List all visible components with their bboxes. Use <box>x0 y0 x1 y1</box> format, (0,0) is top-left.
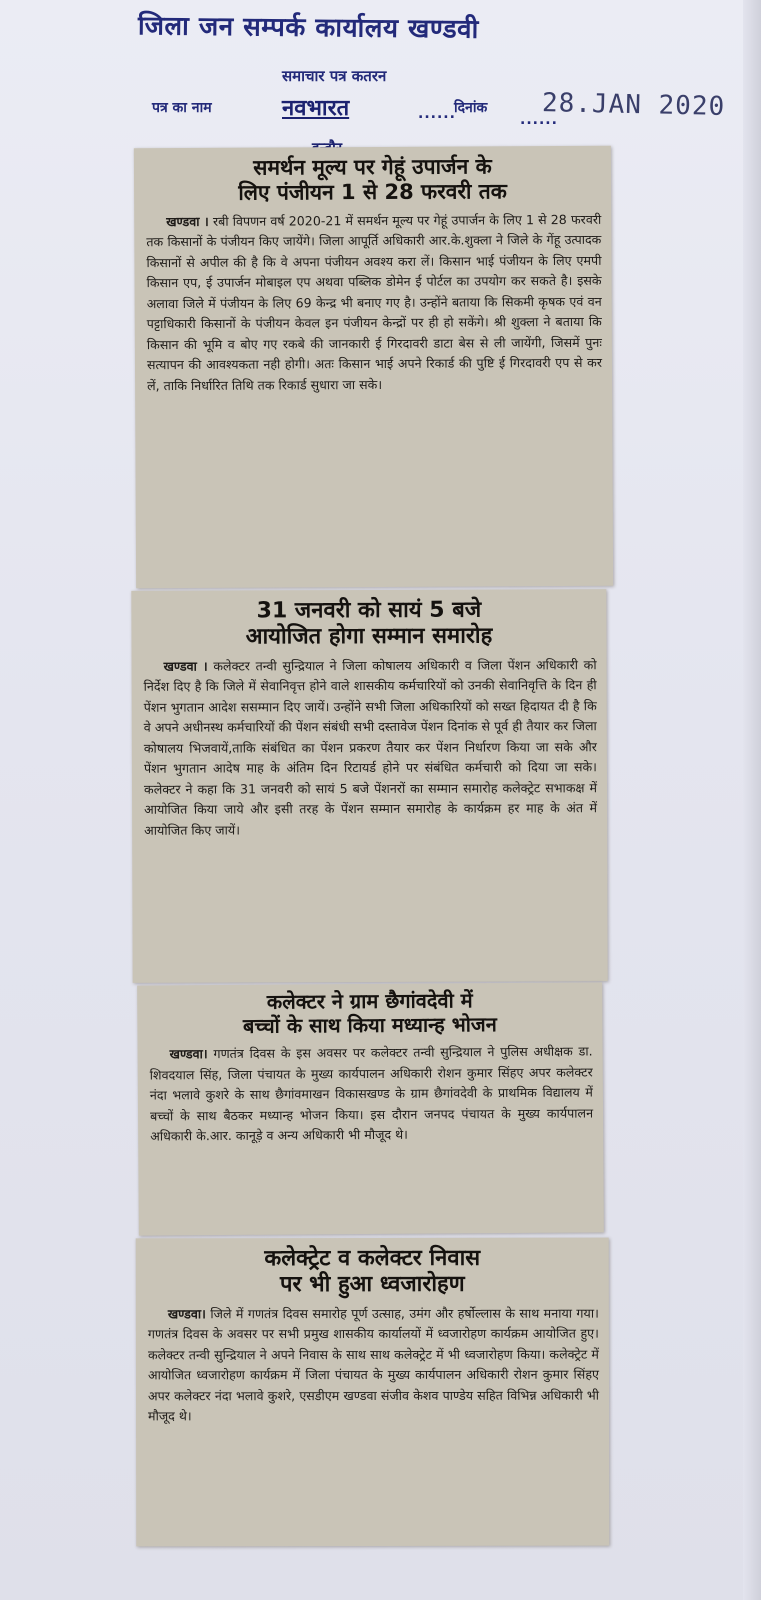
dateline: खण्डवा । <box>166 213 209 229</box>
sheet-edge <box>743 0 761 1600</box>
headline-line: बच्चों के साथ किया मध्यान्ह भोजन <box>242 1011 497 1038</box>
article-body <box>134 203 612 396</box>
dotted-leader: ...... <box>520 112 558 128</box>
headline <box>136 1238 609 1299</box>
stamp-subtitle: समाचार पत्र कतरन <box>282 67 387 85</box>
dateline: खण्डवा। <box>169 1046 208 1062</box>
dateline: खण्डवा । <box>163 658 208 674</box>
headline <box>137 982 602 1038</box>
paper-name-label: पत्र का नाम <box>152 100 212 116</box>
news-clipping <box>137 982 604 1235</box>
article-text: गणतंत्र दिवस के इस अवसर पर कलेक्टर तन्वी सुन्द्रियाल ने पुलिस अधीक्षक डा. शिवदयाल सिंह, जिला पंचायत के मुख्य कार्यपालन अधिकारी रोशन कुमार सिंहए अपर कलेक्टर नंदा भलावे कुशरे के साथ छैगांवमाखन विकासखण्ड के ग्राम छैगांवदेवी के प्राथमिक विद्यालय में बच्चों के साथ बैठकर मध्यान्ह भोजन किया। इस दौरान जनपद पंचायत के मुख्य कार्यपालन अधिकारी के.आर. कानूड़े व अन्य अधिकारी भी मौजूद थे। <box>149 1043 594 1144</box>
news-clipping <box>134 146 613 588</box>
headline-line: पर भी हुआ ध्वजारोहण <box>279 1271 465 1298</box>
headline-line: आयोजित होगा सम्मान समारोह <box>245 623 493 650</box>
dateline: खण्डवा। <box>167 1306 206 1322</box>
date-stamp: 28.JAN 2020 <box>541 88 726 122</box>
article-body <box>132 649 608 841</box>
headline <box>134 146 611 206</box>
news-clipping <box>131 589 607 983</box>
news-clipping <box>136 1238 610 1547</box>
date-label: दिनांक <box>454 100 488 116</box>
headline-line: 31 जनवरी को सायं 5 बजे <box>256 597 482 624</box>
headline-line: कलेक्टर ने ग्राम छैगांवदेवी में <box>266 988 473 1014</box>
paper-name-value: नवभारत <box>282 96 350 121</box>
office-stamp-title: जिला जन सम्पर्क कार्यालय खण्डवी <box>137 11 480 45</box>
article-text: जिले में गणतंत्र दिवस समारोह पूर्ण उत्साह, उमंग और हर्षोल्लास के साथ मनाया गया। गणतंत्र दिवस के अवसर पर सभी प्रमुख शासकीय कार्यालयों में ध्वजारोहण कार्यक्रम आयोजित हुए। कलेक्टर तन्वी सुन्द्रियाल ने अपने निवास के साथ साथ कलेक्ट्रेट में भी ध्वजारोहण किया। कलेक्ट्रेट में आयोजित ध्वजारोहण कार्यक्रम में जिला पंचायत के मुख्य कार्यपालन अधिकारी रोशन कुमार सिंहए अपर कलेक्टर नंदा भलावे कुशरे, एसडीएम खण्डवा संजीव केशव पाण्डेय सहित विभिन्न अधिकारी भी मौजूद थे। <box>147 1305 600 1424</box>
article-body <box>136 1297 609 1427</box>
headline <box>131 589 606 651</box>
headline-line: कलेक्ट्रेट व कलेक्टर निवास <box>264 1245 481 1272</box>
article-text: रबी विपणन वर्ष 2020-21 में समर्थन मूल्य पर गेहूं उपार्जन के लिए 1 से 28 फरवरी तक किसानों के पंजीयन किए जायेंगे। जिला आपूर्ति अधिकारी आर.के.शुक्ला ने जिले के गेंहू उत्पादक किसानों से अपील की है कि वे अपना पंजीयन अवश्य करा लें। किसान भाई पंजीयन के लिए एमपी किसान एप, ई उपार्जन मोबाइल एप अथवा पब्लिक डोमेन ई पोर्टल का उपयोग कर सकते है। इसके अलावा जिले में पंजीयन के लिए 69 केन्द्र भी बनाए गए है। उन्होंने बताया कि सिकमी कृषक एवं वन पट्टाधिकारी किसानों के पंजीयन केवल इन पंजीयन केन्द्रों पर ही हो सकेंगे। श्री शुक्ला ने बताया कि किसान की भूमि व बोए गए रकबे की जानकारी ई गिरदावरी डाटा बेस से ली जायेंगी, जिसमें पुनः सत्यापन की आवश्यकता नही होगी। अतः किसान भाई अपने रिकार्ड की पुष्टि ई गिरदावरी एप से कर लें, ताकि निर्धारित तिथि तक रिकार्ड सुधारा जा सके। <box>146 211 603 393</box>
headline-line: लिए पंजीयन 1 से 28 फरवरी तक <box>238 179 507 205</box>
headline-line: समर्थन मूल्य पर गेहूं उपार्जन के <box>253 154 492 180</box>
article-body <box>138 1036 604 1148</box>
dotted-leader: ...... <box>418 106 456 122</box>
article-text: कलेक्टर तन्वी सुन्द्रियाल ने जिला कोषालय अधिकारी व जिला पेंशन अधिकारी को निर्देश दिए है कि जिले में सेवानिवृत्त होने वाले शासकीय कर्मचारियों को उनकी सेवानिवृत्ति के दिन ही पेंशन भुगतान आदेश ससम्मान दिए जायें। उन्होंने सभी जिला अधिकारियों को सख्त हिदायत दी है कि वे अपने अधीनस्थ कर्मचारियों की पेंशन संबंधी सभी दस्तावेज पेंशन दिनांक से पूर्व ही तैयार कर जिला कोषालय भिजवायें,ताकि संबंधित का पेंशन प्रकरण तैयार कर पेंशन निर्धारण किया जा सके और पेंशन भुगतान आदेष माह के अंतिम दिन रिटायर्ड होने पर संबंधित कर्मचारी को दिया जा सके। कलेक्टर ने कहा कि 31 जनवरी को सायं 5 बजे पेंशनरों का सम्मान समारोह कलेक्ट्रेट सभाकक्ष में आयोजित किया जाये और इसी तरह के पेंशन सम्मान समारोह के कार्यक्रम हर माह के अंत में आयोजित किए जायें। <box>143 657 598 838</box>
